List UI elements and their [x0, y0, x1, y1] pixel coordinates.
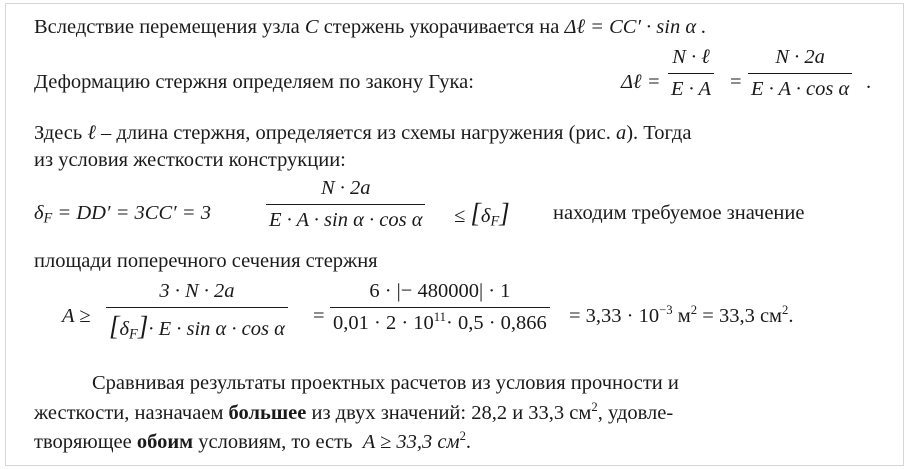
- para-2-line-2-c: , удовле-: [597, 402, 674, 424]
- area-den-exponent: 11: [433, 309, 447, 324]
- delta-subscript-2: F: [490, 213, 500, 230]
- area-result-cm: = 33,3 см: [697, 305, 783, 327]
- hooke-lhs: Δℓ =: [621, 71, 661, 93]
- length-symbol: ℓ: [87, 122, 96, 144]
- area-fraction-1-den-tail: · E · sin α · cos α: [148, 317, 285, 340]
- para-2-line-1: Сравнивая результаты проектных расчетов из условия прочности и: [92, 372, 679, 394]
- delta-symbol: δ: [34, 202, 44, 224]
- figure-ref: a: [615, 122, 627, 144]
- stiffness-fraction-num: N · 2a: [320, 177, 371, 199]
- line-6: площади поперечного сечения стержня: [34, 250, 378, 272]
- area-fraction-1-num: 3 · N · 2a: [159, 280, 235, 302]
- hooke-fraction-2-den: E · A · cos α: [748, 73, 852, 100]
- delta-subscript: F: [43, 210, 53, 227]
- area-result-exponent-2: 2: [690, 303, 698, 318]
- para-2-bold-larger: большее: [228, 402, 307, 424]
- delta-symbol-2: δ: [480, 205, 491, 227]
- area-result-unit-m: м: [672, 305, 691, 327]
- leq-symbol: ≤: [454, 205, 466, 227]
- hooke-period: .: [866, 71, 872, 93]
- area-fraction-1-den: [106, 307, 288, 343]
- delta-subscript-3: F: [129, 326, 138, 343]
- line-4: из условия жесткости конструкции:: [34, 149, 346, 171]
- area-result-exponent-3: 2: [782, 303, 789, 318]
- para-2-line-2-a: жесткости, назначаем: [34, 402, 224, 424]
- line-2-text: Деформацию стержня определяем по закону Гука:: [34, 71, 474, 93]
- para-2-line-2: [34, 400, 674, 424]
- bracket-right: ]: [499, 198, 510, 228]
- area-den-b: · 0,5 · 0,866: [446, 311, 547, 334]
- hooke-fraction-1-den: E · A: [668, 73, 714, 100]
- area-fraction-2-den: [330, 307, 550, 334]
- stiffness-fraction: [266, 178, 425, 230]
- bracket-left-2: [: [109, 310, 120, 341]
- line-1-text: Вследствие перемещения узла: [34, 16, 300, 38]
- line-3-text-c: ). Тогда: [626, 122, 692, 144]
- node-label: C: [304, 16, 319, 38]
- hooke-fraction-2: [748, 47, 852, 99]
- para-2-exponent: 2: [591, 400, 598, 415]
- final-period: .: [465, 431, 472, 453]
- stiffness-limit: [454, 198, 510, 230]
- para-2-line-3: [34, 429, 472, 453]
- shortening-formula: Δℓ = CC′ · sin α .: [564, 16, 707, 38]
- para-2-line-3-a: творяющее: [34, 431, 132, 453]
- stiffness-fraction-den: E · A · sin α · cos α: [266, 204, 425, 231]
- area-result-a: = 3,33 · 10: [569, 305, 660, 327]
- area-result: [569, 303, 794, 327]
- stiffness-lhs: [34, 202, 211, 227]
- hooke-equals: =: [730, 71, 742, 93]
- line-5-text: находим требуемое значение: [553, 202, 805, 224]
- bracket-right-2: ]: [137, 310, 149, 341]
- para-2-bold-both: обоим: [136, 431, 194, 453]
- area-den-a: 0,01 · 2 · 10: [333, 311, 434, 334]
- stiffness-equality: = DD′ = 3CC′ = 3: [57, 202, 211, 224]
- line-1: [34, 17, 706, 38]
- area-equals-1: =: [313, 305, 325, 327]
- line-1-text-2: стержень укорачивается на: [323, 16, 560, 38]
- hooke-fraction-2-num: N · 2a: [775, 46, 825, 68]
- area-fraction-2-num: 6 · |− 480000| · 1: [369, 280, 511, 302]
- delta-symbol-3: δ: [119, 317, 130, 340]
- hooke-fraction-1: [668, 47, 714, 99]
- area-result-period: .: [788, 305, 794, 327]
- bracket-left: [: [470, 198, 481, 228]
- line-3-text-b: – длина стержня, определяется из схемы нагружения (рис.: [101, 122, 611, 144]
- area-lhs: A ≥: [62, 305, 91, 327]
- para-2-line-3-b: условиям, то есть: [198, 431, 353, 453]
- hooke-fraction-1-num: N · ℓ: [672, 46, 710, 68]
- line-3-text-a: Здесь: [34, 122, 83, 144]
- para-2-line-2-b: из двух значений: 28,2 и 33,3 см: [311, 402, 592, 424]
- final-exponent: 2: [459, 429, 466, 444]
- final-condition: A ≥ 33,3 см: [362, 431, 460, 453]
- area-result-exponent: −3: [659, 303, 673, 318]
- area-fraction-2: [330, 281, 550, 333]
- area-fraction-1: [106, 280, 288, 343]
- line-3: [34, 123, 691, 144]
